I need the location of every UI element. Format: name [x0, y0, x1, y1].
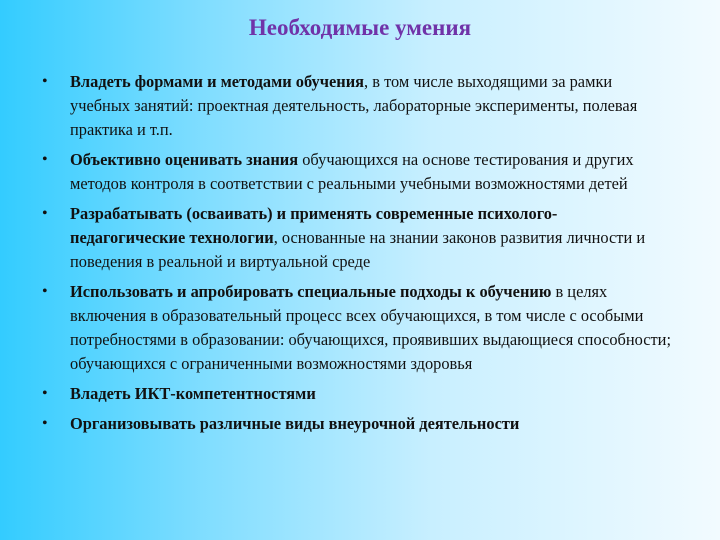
bullet-icon: • [42, 73, 48, 90]
skills-bullet-list [40, 70, 672, 442]
bullet-item [40, 148, 672, 196]
bullet-bold-text: Владеть ИКТ-компетентностями [70, 384, 316, 403]
slide-title: Необходимые умения [248, 15, 472, 41]
bullet-bold-text: Владеть формами и методами обучения [70, 72, 365, 91]
bullet-icon: • [42, 415, 48, 432]
bullet-icon: • [42, 385, 48, 402]
bullet-icon: • [42, 151, 48, 168]
bullet-text: обучающихся на основе тестирования и других методов контроля в соответствии с реальными учебными возможностями детей [70, 150, 634, 193]
bullet-bold-text: Организовывать различные виды внеурочной деятельности [70, 414, 520, 433]
bullet-bold-text: Использовать и апробировать специальные подходы к обучению [70, 282, 552, 301]
bullet-bold-text: Объективно оценивать знания [70, 150, 299, 169]
bullet-item [40, 412, 672, 436]
bullet-item [40, 280, 672, 376]
bullet-icon: • [42, 283, 48, 300]
bullet-bold-text: Разрабатывать (осваивать) и применять современные психолого-педагогические технологии [70, 204, 558, 247]
bullet-text: , в том числе выходящими за рамки учебных занятий: проектная деятельность, лабораторные эксперименты, полевая практика и т.п. [70, 72, 638, 139]
bullet-text: , основанные на знании законов развития личности и поведения в реальной и виртуальной среде [70, 228, 646, 271]
bullet-item [40, 382, 672, 406]
bullet-item [40, 70, 672, 142]
bullet-item [40, 202, 672, 274]
bullet-text: в целях включения в образовательный процесс всех обучающихся, в том числе с особыми потребностями в образовании: обучающихся, проявивших выдающиеся способности; обучающихся с ограниченными возможностями здоровья [70, 282, 671, 373]
bullet-icon: • [42, 205, 48, 222]
